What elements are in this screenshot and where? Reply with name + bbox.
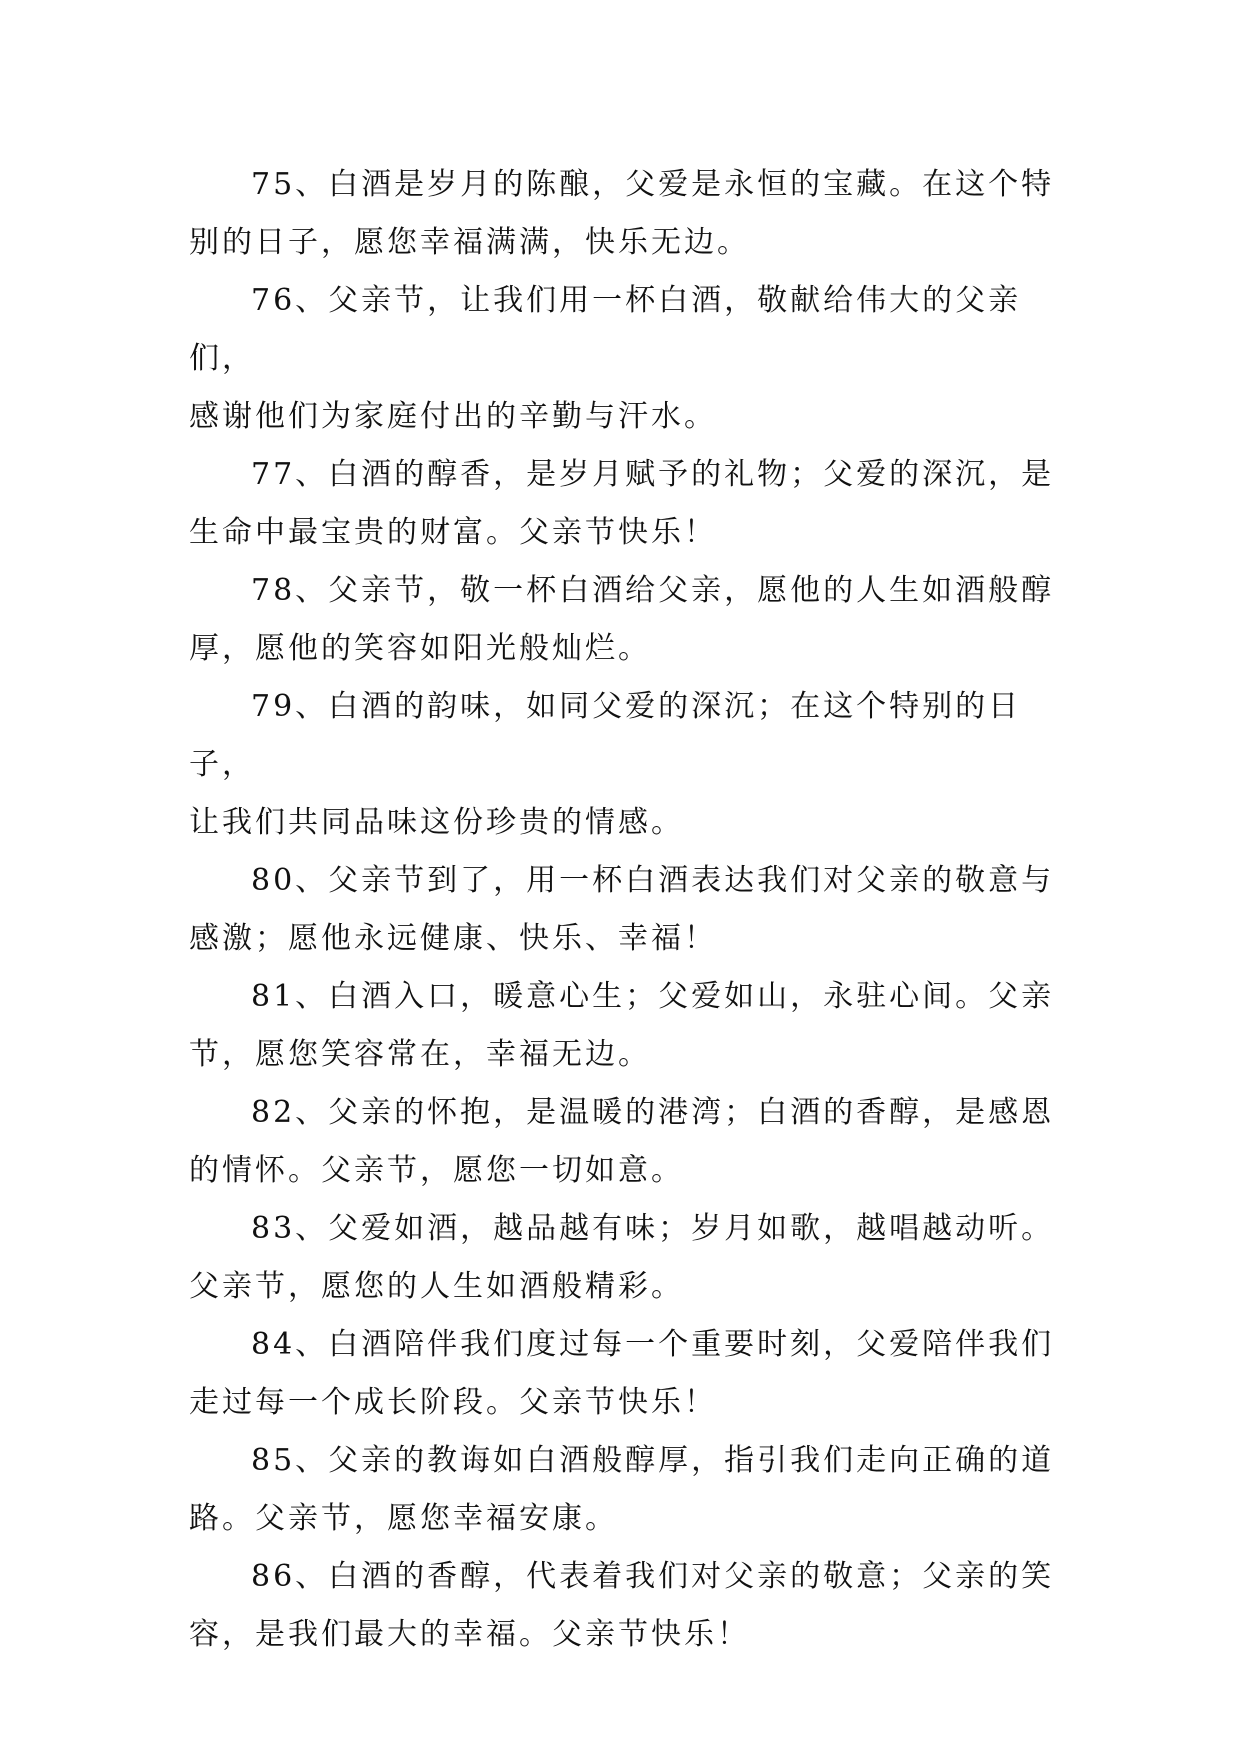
- paragraph-line: 80、父亲节到了，用一杯白酒表达我们对父亲的敬意与: [251, 863, 1055, 898]
- paragraph-line: 76、父亲节，让我们用一杯白酒，敬献给伟大的父亲们，: [189, 283, 1022, 376]
- paragraph-80: [189, 852, 1069, 968]
- paragraph-line: 别的日子，愿您幸福满满，快乐无边。: [189, 225, 750, 260]
- paragraph-line: 父亲节，愿您的人生如酒般精彩。: [189, 1269, 684, 1304]
- paragraph-line: 感激；愿他永远健康、快乐、幸福！: [189, 921, 717, 956]
- paragraph-line: 85、父亲的教诲如白酒般醇厚，指引我们走向正确的道: [251, 1443, 1055, 1478]
- paragraph-line: 的情怀。父亲节，愿您一切如意。: [189, 1153, 684, 1188]
- paragraph-line: 75、白酒是岁月的陈酿，父爱是永恒的宝藏。在这个特: [251, 167, 1055, 202]
- paragraph-84: [189, 1316, 1069, 1432]
- paragraph-line: 84、白酒陪伴我们度过每一个重要时刻，父爱陪伴我们: [251, 1327, 1055, 1362]
- paragraph-line: 79、白酒的韵味，如同父爱的深沉；在这个特别的日子，: [189, 689, 1022, 782]
- paragraph-line: 厚，愿他的笑容如阳光般灿烂。: [189, 631, 651, 666]
- paragraph-line: 86、白酒的香醇，代表着我们对父亲的敬意；父亲的笑: [251, 1559, 1055, 1594]
- paragraph-85: [189, 1432, 1069, 1548]
- paragraph-79: [189, 678, 1069, 852]
- paragraph-83: [189, 1200, 1069, 1316]
- paragraph-77: [189, 446, 1069, 562]
- paragraph-line: 节，愿您笑容常在，幸福无边。: [189, 1037, 651, 1072]
- paragraph-line: 77、白酒的醇香，是岁月赋予的礼物；父爱的深沉，是: [251, 457, 1055, 492]
- paragraph-line: 82、父亲的怀抱，是温暖的港湾；白酒的香醇，是感恩: [251, 1095, 1055, 1130]
- paragraph-line: 81、白酒入口，暖意心生；父爱如山，永驻心间。父亲: [251, 979, 1055, 1014]
- paragraph-line: 生命中最宝贵的财富。父亲节快乐！: [189, 515, 717, 550]
- paragraph-86: [189, 1548, 1069, 1664]
- paragraph-line: 78、父亲节，敬一杯白酒给父亲，愿他的人生如酒般醇: [251, 573, 1055, 608]
- paragraph-line: 走过每一个成长阶段。父亲节快乐！: [189, 1385, 717, 1420]
- paragraph-line: 83、父爱如酒，越品越有味；岁月如歌，越唱越动听。: [251, 1211, 1055, 1246]
- paragraph-line: 容，是我们最大的幸福。父亲节快乐！: [189, 1617, 750, 1652]
- paragraph-78: [189, 562, 1069, 678]
- document-body: [189, 156, 1069, 1664]
- paragraph-line: 让我们共同品味这份珍贵的情感。: [189, 805, 684, 840]
- paragraph-line: 感谢他们为家庭付出的辛勤与汗水。: [189, 399, 717, 434]
- paragraph-76: [189, 272, 1069, 446]
- paragraph-81: [189, 968, 1069, 1084]
- paragraph-82: [189, 1084, 1069, 1200]
- paragraph-75: [189, 156, 1069, 272]
- paragraph-line: 路。父亲节，愿您幸福安康。: [189, 1501, 618, 1536]
